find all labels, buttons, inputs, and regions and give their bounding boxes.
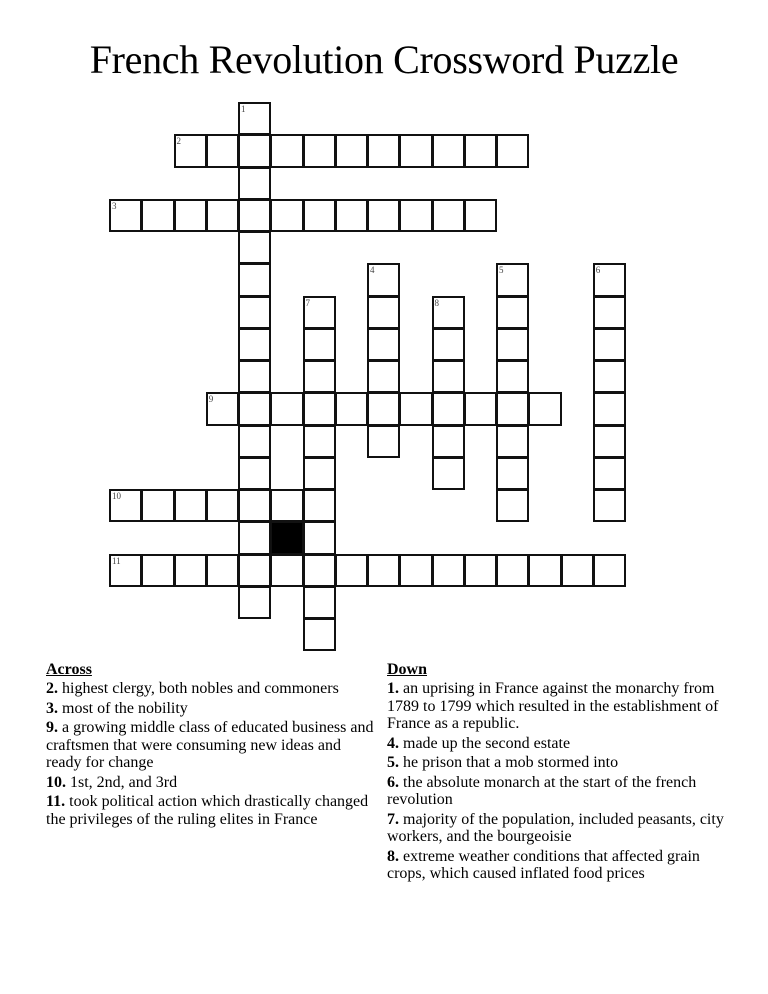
grid-cell[interactable] bbox=[109, 199, 142, 232]
grid-cell[interactable] bbox=[109, 489, 142, 522]
grid-cell[interactable] bbox=[303, 457, 336, 490]
grid-cell[interactable] bbox=[593, 392, 626, 425]
grid-cell[interactable] bbox=[335, 134, 368, 167]
grid-cell[interactable] bbox=[109, 554, 142, 587]
clue-down-5 bbox=[387, 754, 732, 772]
across-clues bbox=[46, 660, 376, 830]
grid-cell[interactable] bbox=[238, 586, 271, 619]
clue-number: 2. bbox=[46, 680, 58, 697]
clue-text: most of the nobility bbox=[62, 699, 188, 717]
cell-number: 2 bbox=[176, 136, 181, 147]
grid-cell[interactable] bbox=[303, 554, 336, 587]
grid-cell[interactable] bbox=[367, 554, 400, 587]
clue-number: 7. bbox=[387, 810, 399, 828]
grid-cell[interactable] bbox=[238, 521, 271, 554]
grid-cell[interactable] bbox=[206, 392, 239, 425]
clue-text: a growing middle class of educated business and craftsmen that were consuming new ideas and ready for change bbox=[46, 719, 374, 771]
grid-cell[interactable] bbox=[593, 296, 626, 329]
grid-cell[interactable] bbox=[174, 554, 207, 587]
down-clues bbox=[387, 660, 732, 885]
grid-cell[interactable] bbox=[238, 102, 271, 135]
clue-across-9 bbox=[46, 719, 376, 772]
grid-cell[interactable] bbox=[270, 134, 303, 167]
grid-cell[interactable] bbox=[206, 489, 239, 522]
cell-number: 3 bbox=[112, 200, 117, 211]
grid-cell[interactable] bbox=[206, 199, 239, 232]
grid-cell[interactable] bbox=[367, 134, 400, 167]
grid-cell[interactable] bbox=[335, 199, 368, 232]
grid-cell[interactable] bbox=[303, 328, 336, 361]
grid-cell[interactable] bbox=[464, 134, 497, 167]
clue-text: took political action which drastically changed the privileges of the ruling elites in France bbox=[46, 793, 369, 828]
grid-cell[interactable] bbox=[432, 199, 465, 232]
grid-cell[interactable] bbox=[141, 489, 174, 522]
clue-text: extreme weather conditions that affected grain crops, which caused inflated food prices bbox=[387, 847, 700, 882]
grid-cell[interactable] bbox=[303, 296, 336, 329]
grid-cell[interactable] bbox=[367, 199, 400, 232]
grid-cell[interactable] bbox=[561, 554, 594, 587]
grid-cell[interactable] bbox=[367, 425, 400, 458]
clue-down-4 bbox=[387, 735, 732, 753]
cell-number: 6 bbox=[595, 265, 601, 276]
grid-cell[interactable] bbox=[270, 489, 303, 522]
grid-cell[interactable] bbox=[238, 554, 271, 587]
clue-across-3 bbox=[46, 700, 376, 718]
grid-cell[interactable] bbox=[464, 199, 497, 232]
cell-number: 9 bbox=[208, 394, 214, 405]
grid-cell[interactable] bbox=[432, 134, 465, 167]
grid-cell[interactable] bbox=[367, 392, 400, 425]
grid-cell[interactable] bbox=[399, 134, 432, 167]
down-heading: Down bbox=[387, 661, 428, 678]
grid-cell[interactable] bbox=[303, 425, 336, 458]
clue-across-2 bbox=[46, 680, 376, 698]
grid-cell[interactable] bbox=[432, 554, 465, 587]
grid-cell[interactable] bbox=[593, 328, 626, 361]
grid-cell[interactable] bbox=[141, 199, 174, 232]
grid-cell[interactable] bbox=[238, 392, 271, 425]
grid-cell[interactable] bbox=[174, 489, 207, 522]
grid-cell[interactable] bbox=[496, 360, 529, 393]
grid-cell[interactable] bbox=[432, 425, 465, 458]
grid-cell[interactable] bbox=[238, 199, 271, 232]
grid-cell[interactable] bbox=[303, 521, 336, 554]
clue-down-7 bbox=[387, 811, 732, 846]
black-cell bbox=[270, 521, 303, 554]
grid-cell[interactable] bbox=[399, 392, 432, 425]
grid-cell[interactable] bbox=[270, 554, 303, 587]
grid-cell[interactable] bbox=[238, 296, 271, 329]
grid-cell[interactable] bbox=[238, 167, 271, 200]
grid-cell[interactable] bbox=[593, 554, 626, 587]
clue-text: made up the second estate bbox=[403, 734, 571, 752]
grid-cell[interactable] bbox=[432, 392, 465, 425]
grid-cell[interactable] bbox=[367, 263, 400, 296]
grid-cell[interactable] bbox=[432, 296, 465, 329]
grid-cell[interactable] bbox=[303, 586, 336, 619]
clue-down-6 bbox=[387, 774, 732, 809]
grid-cell[interactable] bbox=[593, 263, 626, 296]
clue-text: he prison that a mob stormed into bbox=[403, 754, 619, 771]
grid-cell[interactable] bbox=[367, 296, 400, 329]
clue-number: 1. bbox=[387, 680, 399, 697]
grid-cell[interactable] bbox=[593, 489, 626, 522]
grid-cell[interactable] bbox=[399, 554, 432, 587]
grid-cell[interactable] bbox=[303, 392, 336, 425]
clue-down-8 bbox=[387, 848, 732, 883]
grid-cell[interactable] bbox=[335, 554, 368, 587]
clue-number: 4. bbox=[387, 734, 399, 752]
grid-cell[interactable] bbox=[496, 328, 529, 361]
grid-cell[interactable] bbox=[206, 554, 239, 587]
grid-cell[interactable] bbox=[496, 425, 529, 458]
grid-cell[interactable] bbox=[464, 554, 497, 587]
grid-cell[interactable] bbox=[238, 425, 271, 458]
grid-cell[interactable] bbox=[174, 134, 207, 167]
grid-cell[interactable] bbox=[238, 328, 271, 361]
grid-cell[interactable] bbox=[496, 554, 529, 587]
clue-text: 1st, 2nd, and 3rd bbox=[70, 773, 178, 791]
clue-down-1 bbox=[387, 680, 732, 733]
cell-number: 1 bbox=[241, 104, 246, 114]
cell-number: 4 bbox=[370, 265, 375, 276]
grid-cell[interactable] bbox=[238, 457, 271, 490]
clue-text: the absolute monarch at the start of the french revolution bbox=[387, 773, 697, 808]
grid-cell[interactable] bbox=[496, 392, 529, 425]
clue-number: 6. bbox=[387, 773, 399, 791]
grid-cell[interactable] bbox=[303, 134, 336, 167]
cell-number: 11 bbox=[112, 555, 121, 566]
grid-cell[interactable] bbox=[303, 199, 336, 232]
grid-cell[interactable] bbox=[238, 489, 271, 522]
clue-text: an uprising in France against the monarchy from 1789 to 1799 which resulted in the establishment of France as a republic. bbox=[387, 680, 719, 732]
clue-text: highest clergy, both nobles and commoners bbox=[62, 680, 339, 697]
grid-cell[interactable] bbox=[174, 199, 207, 232]
grid-cell[interactable] bbox=[496, 489, 529, 522]
grid-cell[interactable] bbox=[432, 328, 465, 361]
cell-number: 5 bbox=[499, 265, 504, 276]
page-title: French Revolution Crossword Puzzle bbox=[89, 37, 679, 82]
grid-cell[interactable] bbox=[303, 360, 336, 393]
grid-cell[interactable] bbox=[367, 360, 400, 393]
grid-cell[interactable] bbox=[432, 360, 465, 393]
clue-text: majority of the population, included peasants, city workers, and the bourgeoisie bbox=[387, 810, 724, 845]
grid-cell[interactable] bbox=[593, 425, 626, 458]
grid-cell[interactable] bbox=[238, 134, 271, 167]
clue-number: 8. bbox=[387, 847, 399, 865]
grid-cell[interactable] bbox=[496, 134, 529, 167]
grid-cell[interactable] bbox=[270, 392, 303, 425]
clue-number: 5. bbox=[387, 754, 399, 771]
grid-cell[interactable] bbox=[496, 263, 529, 296]
grid-cell[interactable] bbox=[399, 199, 432, 232]
grid-cell[interactable] bbox=[270, 199, 303, 232]
grid-cell[interactable] bbox=[238, 263, 271, 296]
cell-number: 8 bbox=[434, 297, 439, 308]
clue-number: 10. bbox=[46, 773, 66, 791]
clue-number: 3. bbox=[46, 699, 58, 717]
grid-cell[interactable] bbox=[528, 554, 561, 587]
across-heading: Across bbox=[46, 661, 92, 678]
clue-across-10 bbox=[46, 774, 376, 792]
grid-cell[interactable] bbox=[303, 618, 336, 651]
grid-cell[interactable] bbox=[593, 457, 626, 490]
grid-cell[interactable] bbox=[528, 392, 561, 425]
grid-cell[interactable] bbox=[335, 392, 368, 425]
grid-cell[interactable] bbox=[238, 360, 271, 393]
grid-cell[interactable] bbox=[432, 457, 465, 490]
grid-cell[interactable] bbox=[238, 231, 271, 264]
grid-cell[interactable] bbox=[496, 296, 529, 329]
clue-number: 11. bbox=[46, 793, 66, 810]
grid-cell[interactable] bbox=[464, 392, 497, 425]
cell-number: 7 bbox=[305, 297, 310, 308]
grid-cell[interactable] bbox=[593, 360, 626, 393]
clue-number: 9. bbox=[46, 719, 58, 736]
clue-across-11 bbox=[46, 793, 376, 828]
grid-cell[interactable] bbox=[206, 134, 239, 167]
grid-cell[interactable] bbox=[367, 328, 400, 361]
grid-cell[interactable] bbox=[141, 554, 174, 587]
grid-cell[interactable] bbox=[496, 457, 529, 490]
cell-number: 10 bbox=[112, 491, 121, 501]
grid-cell[interactable] bbox=[303, 489, 336, 522]
